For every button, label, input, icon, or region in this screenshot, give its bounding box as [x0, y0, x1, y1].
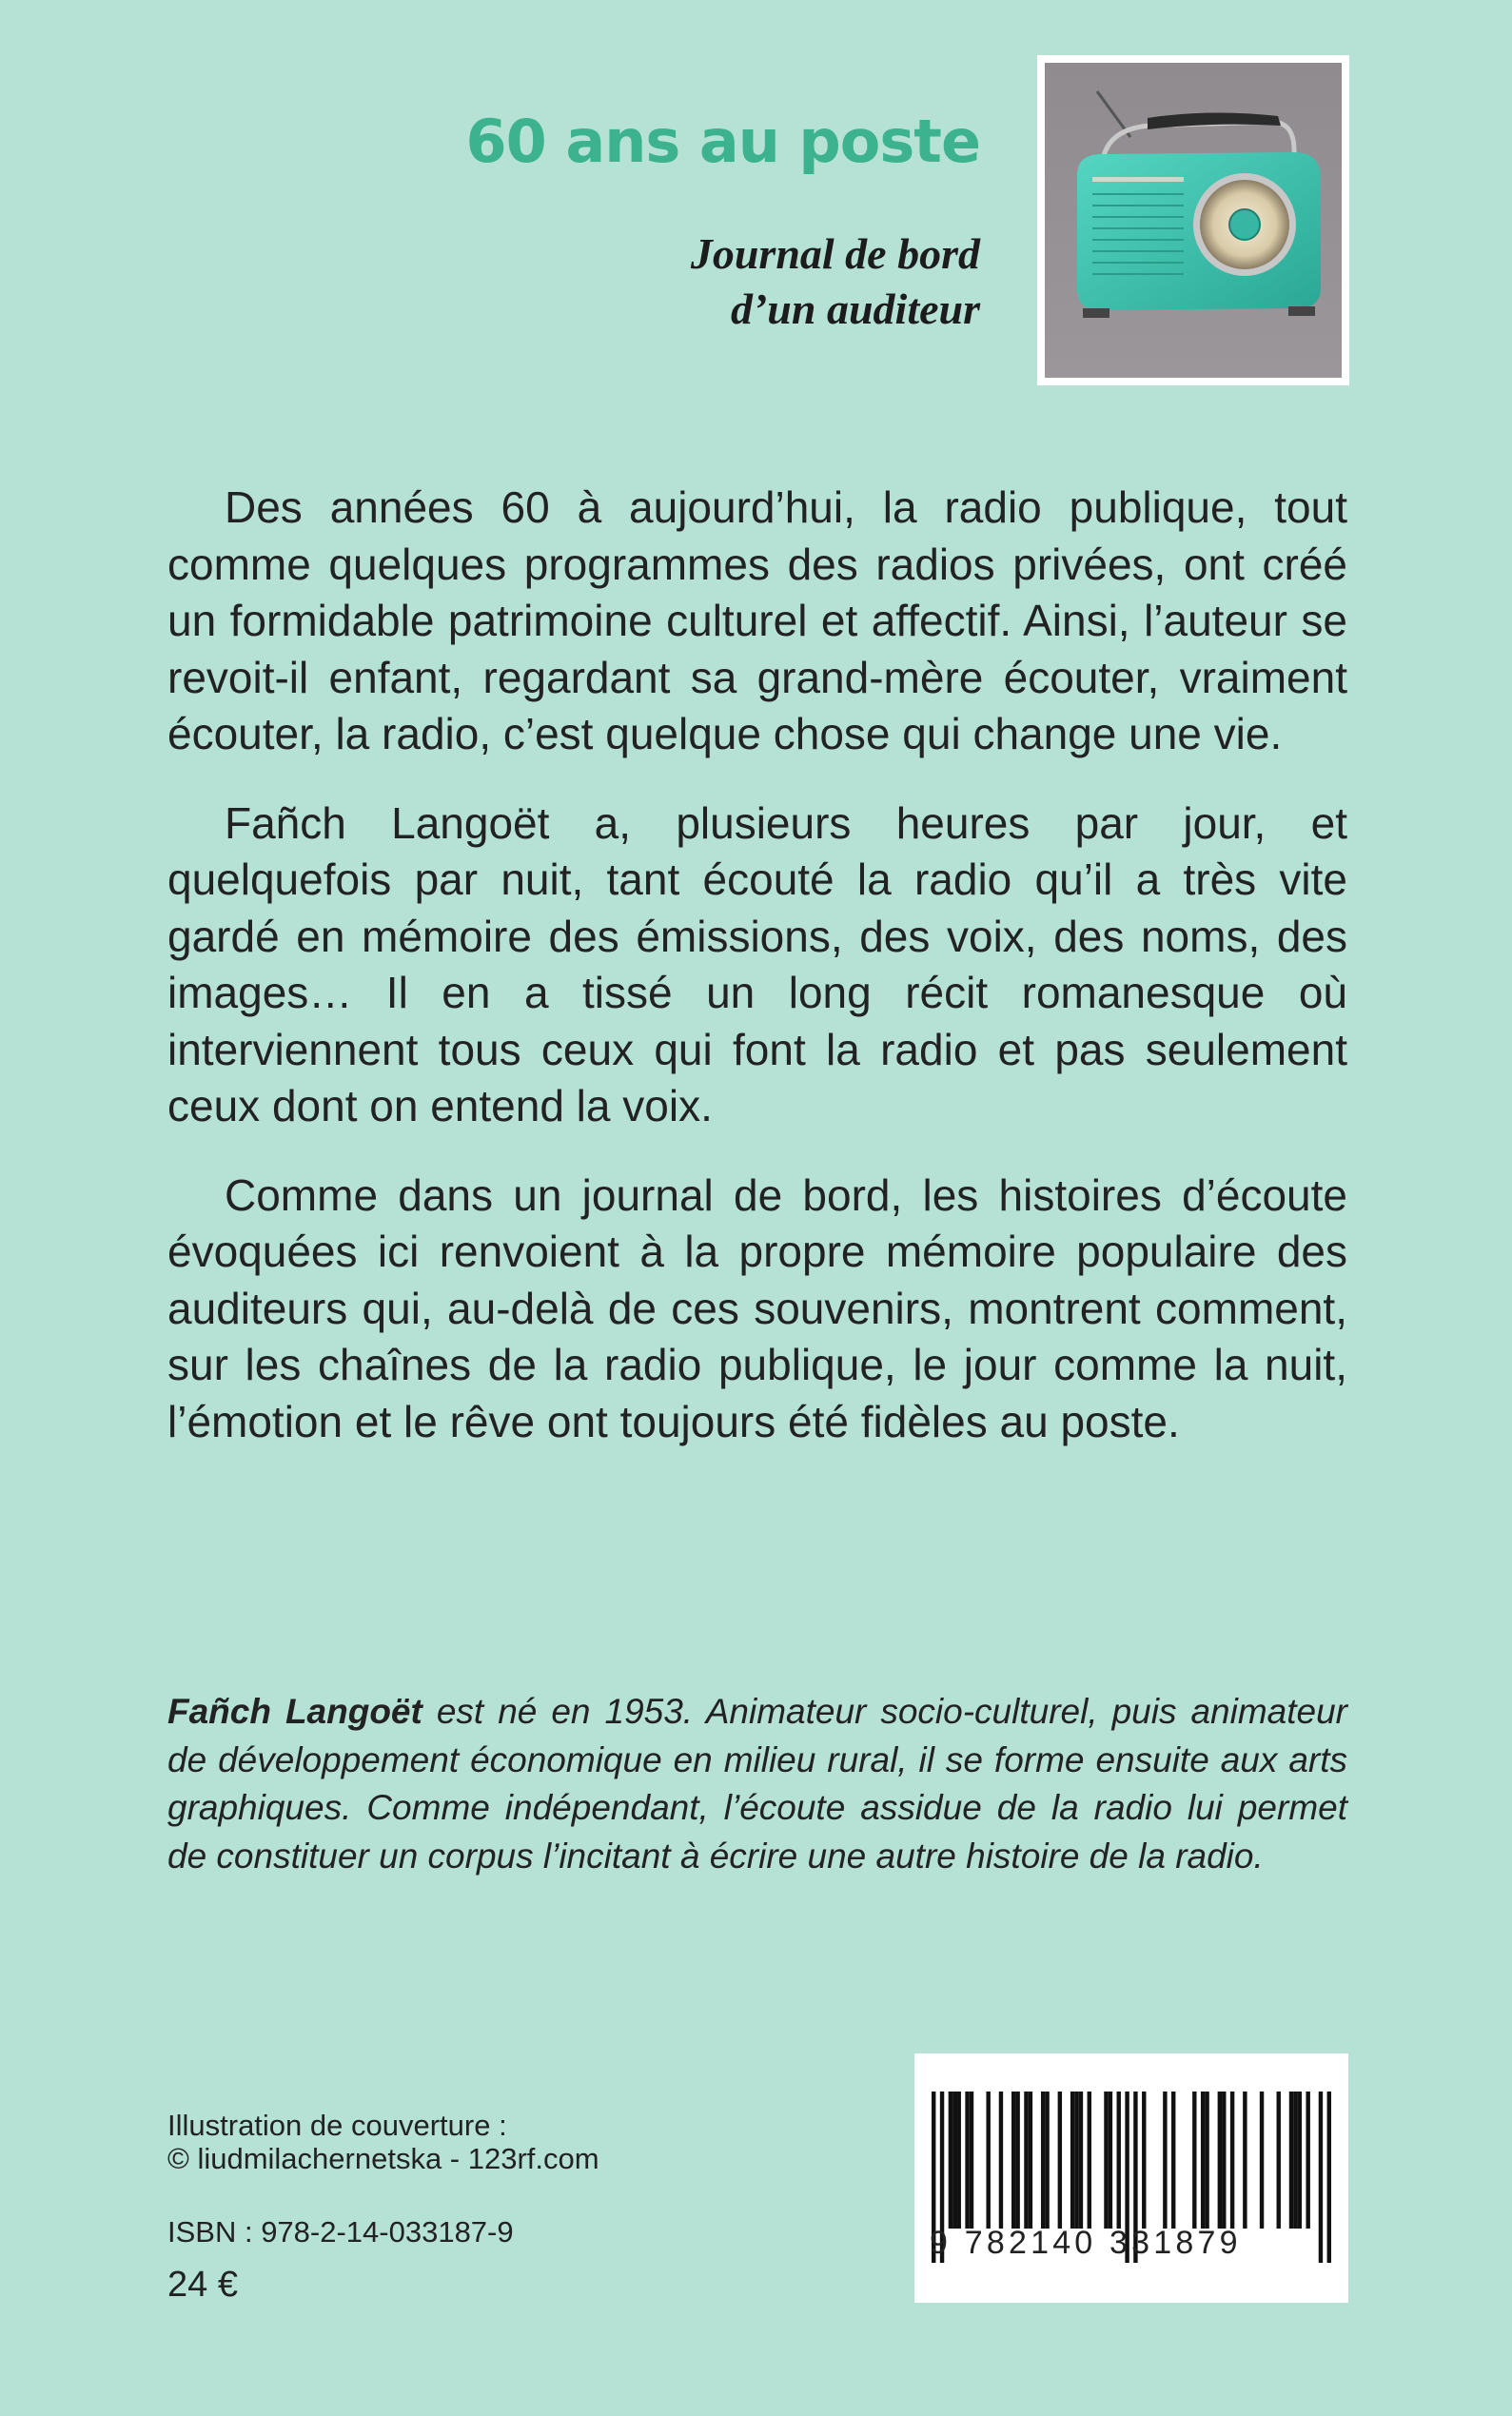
subtitle-line-2: d’un auditeur	[730, 285, 980, 333]
barcode-bar	[1029, 2092, 1032, 2229]
barcode-bar	[1222, 2092, 1226, 2229]
barcode	[914, 2053, 1348, 2303]
barcode-bar	[965, 2092, 969, 2229]
barcode-bar	[949, 2092, 952, 2229]
barcode-bar	[1079, 2092, 1083, 2229]
barcode-bar	[1015, 2092, 1019, 2229]
barcode-bar	[1218, 2092, 1222, 2229]
cover-credits	[167, 2109, 738, 2175]
blurb-paragraph: Des années 60 à aujourd’hui, la radio publique, tout comme quelques programmes des radios privées, ont créé un formidable patrimoine culturel et affectif. Ainsi, l’auteur se revoit-il enfant, regardant sa grand-mère écouter, vraiment écouter, la radio, c’est quelque chose qui change une vie.	[167, 482, 1347, 758]
book-subtitle	[504, 226, 980, 337]
barcode-bar	[952, 2092, 956, 2229]
credits-line-1: Illustration de couverture :	[167, 2109, 507, 2142]
author-bio	[167, 1688, 1347, 1880]
barcode-bar	[1074, 2092, 1078, 2229]
barcode-bar	[1289, 2092, 1293, 2229]
blurb-paragraph: Fañch Langoët a, plusieurs heures par jour, et quelquefois par nuit, tant écouté la radio qu’il a très vite gardé en mémoire des émissions, des voix, des noms, des images… Il en a tissé un long récit romanesque où interviennent tous ceux qui font la radio et pas seulement ceux dont on entend la voix.	[167, 797, 1347, 1130]
barcode-bar	[1011, 2092, 1015, 2229]
barcode-bar	[1088, 2092, 1091, 2229]
barcode-bar	[1306, 2092, 1309, 2229]
barcode-bar	[1260, 2092, 1264, 2229]
author-name: Fañch Langoët	[167, 1692, 422, 1731]
barcode-bar	[1045, 2092, 1049, 2229]
barcode-bar	[999, 2092, 1003, 2229]
barcode-bar	[1201, 2092, 1205, 2229]
blurb	[167, 480, 1347, 1483]
subtitle-line-1: Journal de bord	[690, 229, 980, 278]
barcode-bar	[986, 2092, 990, 2229]
barcode-bar	[1192, 2092, 1196, 2229]
barcode-bar	[957, 2092, 961, 2229]
barcode-digits: 9 782140 331879	[930, 2225, 1242, 2261]
barcode-bar	[1024, 2092, 1028, 2229]
barcode-bar	[1277, 2092, 1281, 2229]
cover-photo	[1037, 55, 1349, 385]
author-bio-text: est né en 1953. Animateur socio-culturel, puis animateur de développement économique en milieu rural, il se forme ensuite aux arts graphiques. Comme indépendant, l’écoute assidue de la radio lui permet de constituer un corpus l’incitant à écrire une autre histoire de la radio.	[167, 1692, 1347, 1876]
barcode-bar	[1070, 2092, 1074, 2229]
barcode-bar	[1104, 2092, 1108, 2229]
barcode-bar	[1058, 2092, 1062, 2229]
barcode-bar	[1109, 2092, 1112, 2229]
barcode-bar	[1163, 2092, 1167, 2229]
barcode-bar	[1117, 2092, 1121, 2229]
barcode-bar	[1243, 2092, 1247, 2229]
blurb-paragraph: Comme dans un journal de bord, les histoires d’écoute évoquées ici renvoient à la propre mémoire populaire des auditeurs qui, au-delà de ces souvenirs, montrent comment, sur les chaînes de la radio publique, le jour comme la nuit, l’émotion et le rêve ont toujours été fidèles au poste.	[167, 1169, 1347, 1446]
price: 24 €	[167, 2265, 238, 2305]
credits-line-2: © liudmilachernetska - 123rf.com	[167, 2142, 599, 2175]
barcode-bar	[1298, 2092, 1302, 2229]
book-title: 60 ans au poste	[465, 107, 980, 176]
isbn: ISBN : 978-2-14-033187-9	[167, 2215, 514, 2249]
barcode-bar	[1293, 2092, 1297, 2229]
barcode-bar	[1230, 2092, 1234, 2229]
barcode-bar	[1205, 2092, 1208, 2229]
vintage-radio-icon	[1045, 63, 1342, 378]
barcode-bar	[1171, 2092, 1175, 2229]
barcode-bar	[1041, 2092, 1045, 2229]
barcode-bar	[1142, 2092, 1146, 2229]
barcode-bar	[970, 2092, 973, 2229]
